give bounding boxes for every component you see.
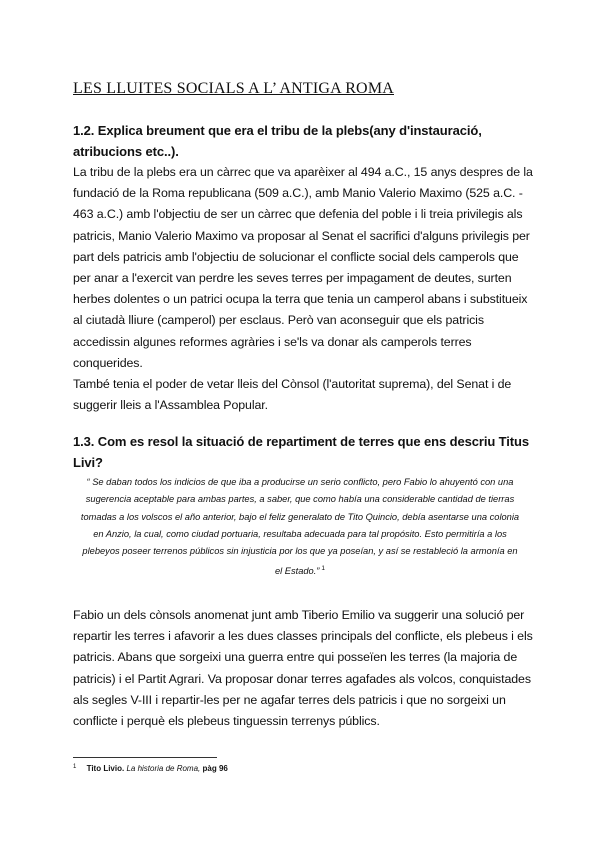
question-1-heading: 1.2. Explica breument que era el tribu de la plebs(any d'instauració, atribucions etc..). [73, 123, 482, 159]
footnote-reference[interactable]: 1 [321, 565, 326, 573]
footnote-page: pàg 96 [202, 764, 228, 773]
footnote-number: 1 [73, 764, 77, 770]
question-2-answer [73, 605, 535, 732]
page-title: LES LLUITES SOCIALS A L’ ANTIGA ROMA [73, 80, 394, 97]
question-2-heading: 1.3. Com es resol la situació de repartiment de terres que ens descriu Titus Livi? [73, 434, 529, 470]
answer-1-paragraph: La tribu de la plebs era un càrrec que va aparèixer al 494 a.C., 15 anys despres de la fundació de la Roma republicana (509 a.C.), amb Manio Valerio Maximo (525 a.C. - 463 a.C.) amb l'objectiu de ser un càrrec que defenia del poble i li treia privilegis als patricis, Manio Valerio Maximo va proposar al Senat el sacrifici d'alguns privilegis per part dels patricis amb l'objectiu de solucionar el conflicte social dels camperols que per anar a l'exercit van perdre les seves terres per impagament de deutes, surten herbes dolentes o un patrici ocupa la terra que tenia un camperol abans i substitueix al ciutadà lliure (camperol) per esclaus. Però van aconseguir que els patricis accedissin algunes reformes agràries i se'ls va donar als camperols terres conquerides. [73, 165, 533, 370]
answer-1-paragraph-2: També tenia el poder de vetar lleis del Cònsol (l'autoritat suprema), del Senat i de suggerir lleis a l'Assamblea Popular. [73, 377, 512, 413]
answer-2-paragraph: Fabio un dels cònsols anomenat junt amb Tiberio Emilio va suggerir una solució per repartir les terres i afavorir a les dues classes principals del conflicte, els plebeus i els patricis. Abans que sorgeixi una guerra entre qui posseïen les terres (la majoria de patricis) i el Partit Agrari. Va proposar donar terres agafades als volcos, conquistades als segles V-III i repartir-les per ne agafar terres dels patricis i que no sorgeixi un conflicte i perquè els plebeus tinguessin terrenys públics. [73, 608, 533, 729]
footnote [73, 764, 228, 773]
livy-quotation [80, 474, 520, 581]
footnote-separator [73, 757, 217, 758]
footnote-work-title: La historia de Roma, [126, 764, 201, 773]
quotation-text: “ Se daban todos los indicios de que iba a producirse un serio conflicto, pero Fabio lo ahuyentó con una sugerencia aceptable para ambas partes, a saber, que como había una considerable cantidad de tierras tomadas a los volscos el año anterior, bajo el feliz generalato de Tito Quincio, debía asentarse una colonia en Anzio, la cual, como ciudad portuaria, resultaba adecuada para tal propósito. Esto permitiría a los plebeyos poseer terrenos públicos sin injusticia por los que ya poseían, y así se restableció la armonía en el Estado.” [80, 477, 520, 577]
footnote-author: Tito Livio. [86, 764, 125, 773]
question-1-answer [73, 162, 535, 416]
